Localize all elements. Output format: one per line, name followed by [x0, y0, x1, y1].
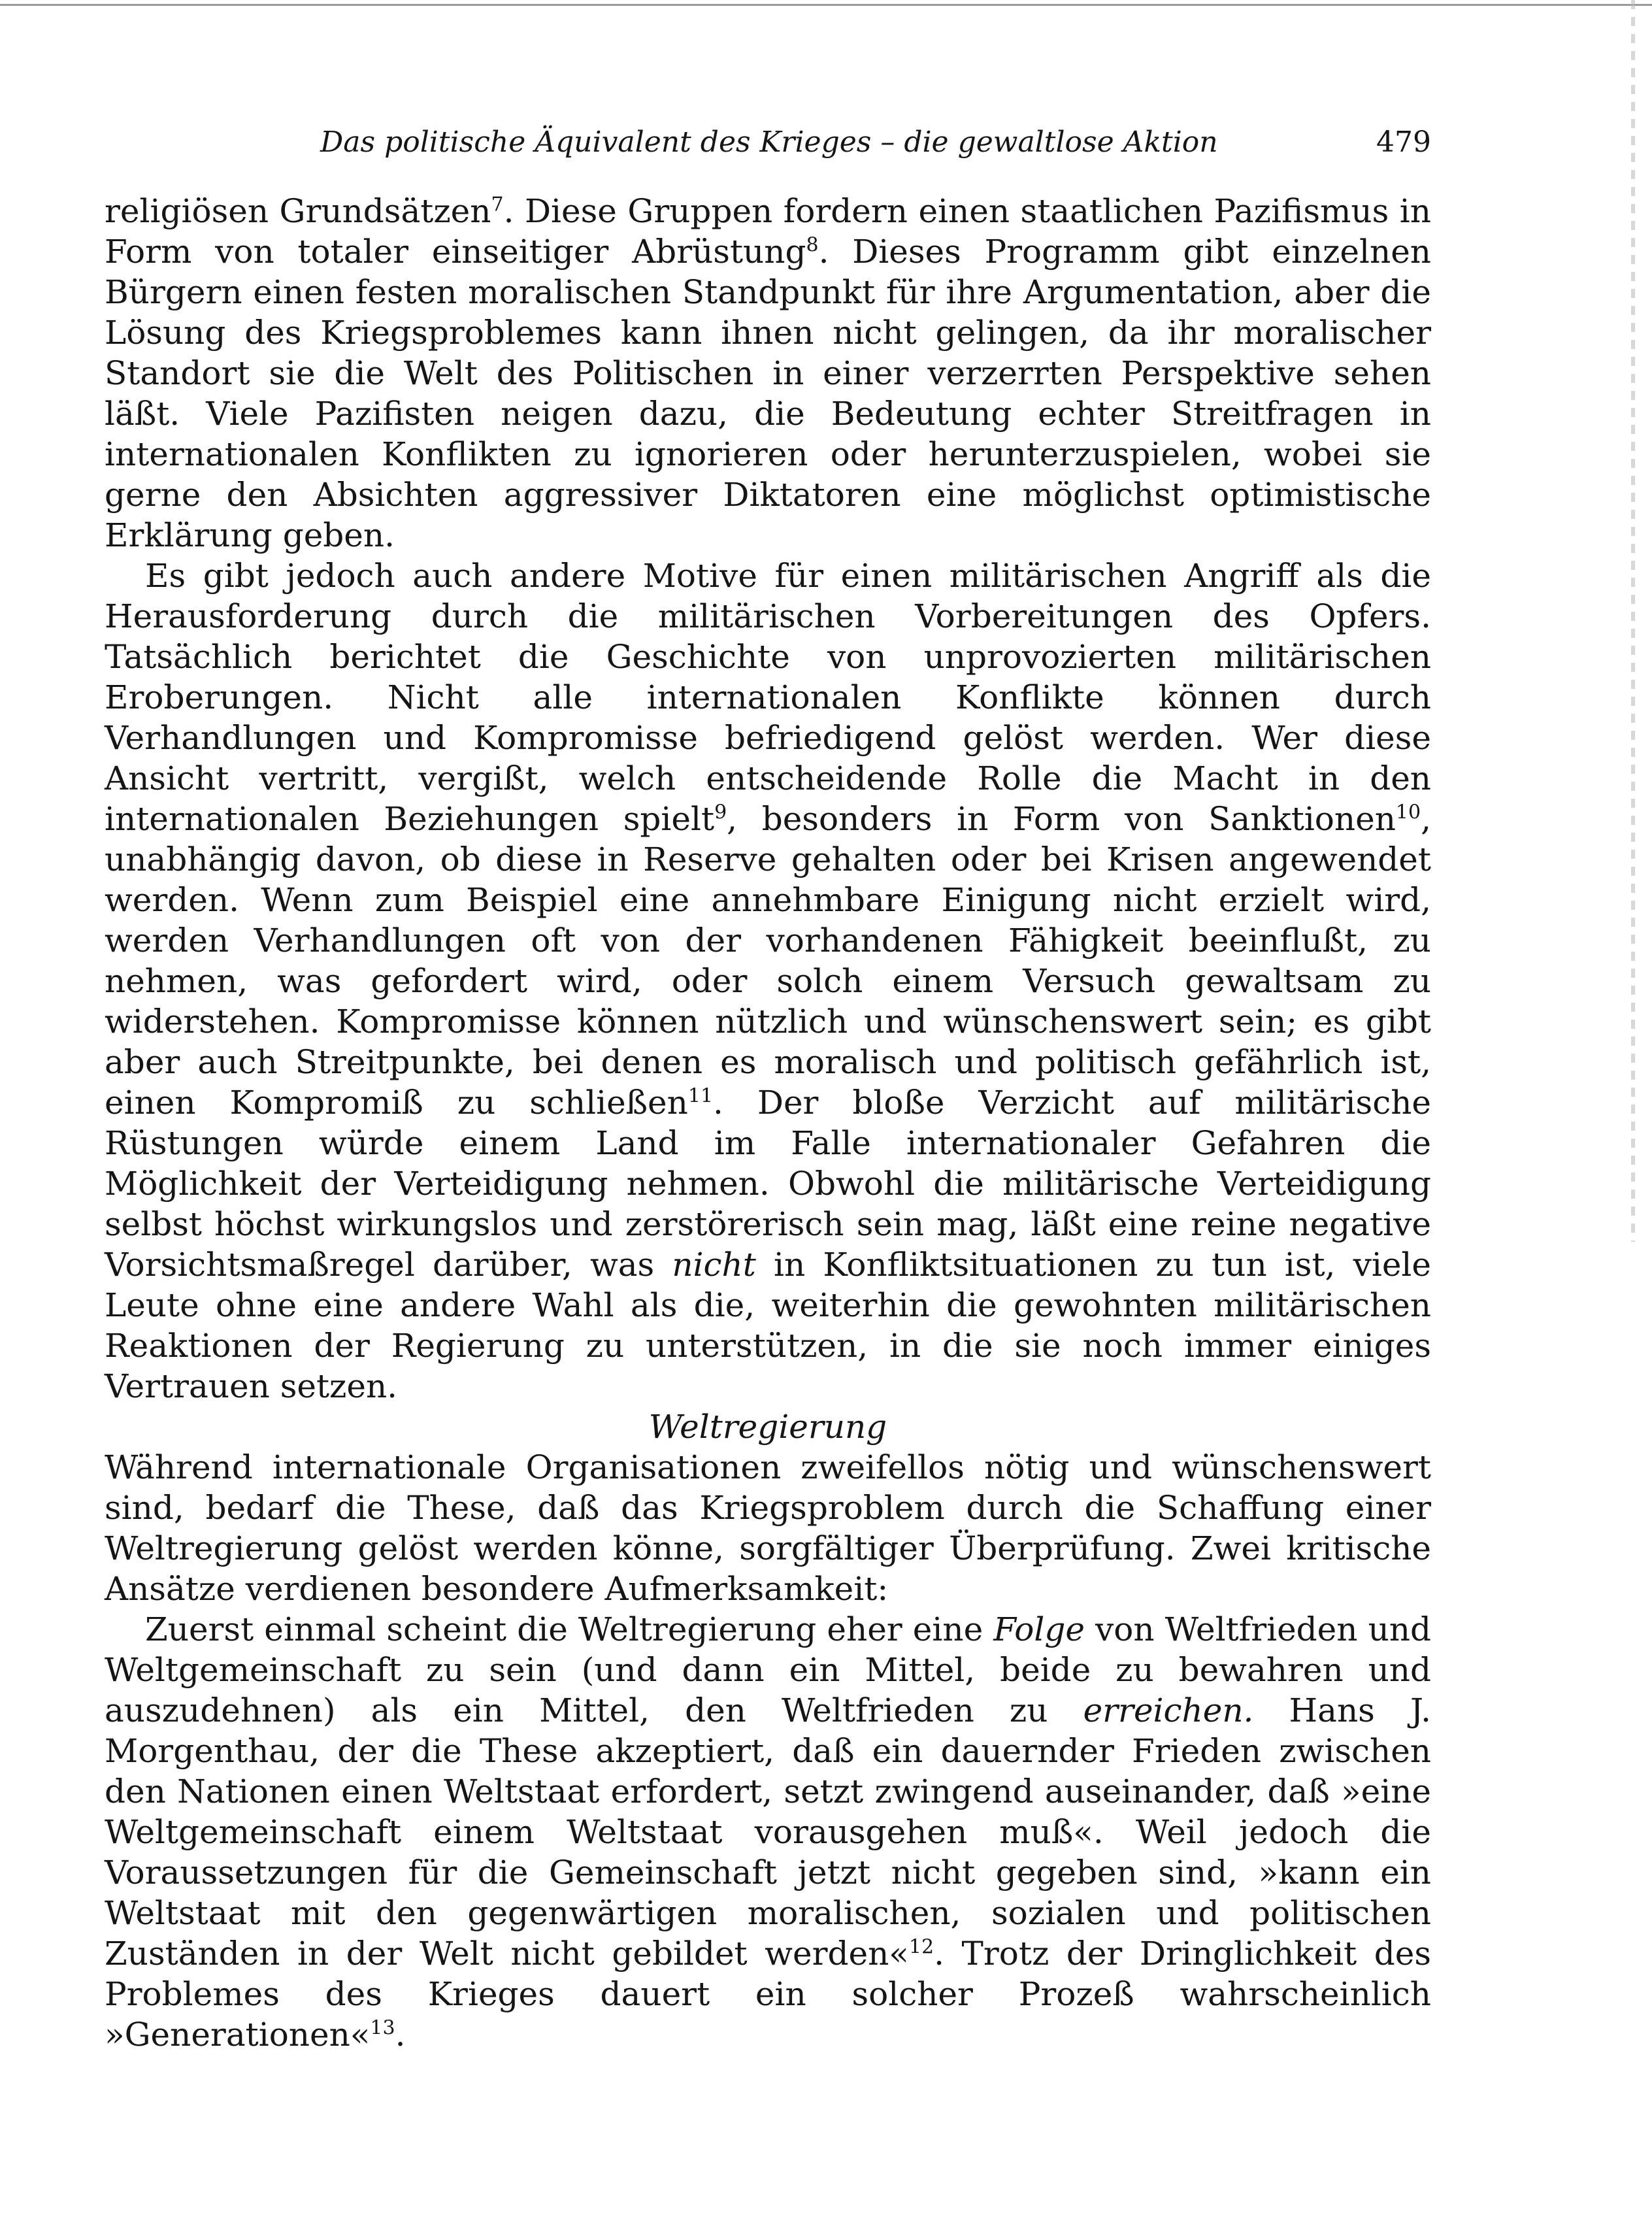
- paragraph-4: [105, 1609, 1431, 2055]
- emphasis: nicht: [672, 1246, 756, 1284]
- text-run: .: [395, 2016, 406, 2054]
- body-text: [105, 191, 1431, 2055]
- footnote-ref-11: 11: [687, 1084, 714, 1108]
- paragraph-3: [105, 1447, 1431, 1609]
- footnote-ref-8: 8: [806, 233, 819, 257]
- scan-right-edge: [1631, 0, 1635, 1242]
- paragraph-1: [105, 191, 1431, 556]
- text-run: . Dieses Programm gibt einzelnen Bürgern einen festen moralischen Standpunkt für ihre Argumentation, aber die Lösung des Kriegsproblemes kann ihnen nicht gelingen, da ihr moralischer Standort sie die Welt des Politischen in einer verzerrten Perspektive sehen läßt. Viele Pazifisten neigen dazu, die Bedeutung echter Streitfragen in internationalen Konflikten zu ignorieren oder herunterzuspielen, wobei sie gerne den Absichten aggressiver Diktatoren eine möglichst optimistische Erklärung geben.: [105, 233, 1431, 554]
- book-page: [105, 0, 1431, 2232]
- footnote-ref-9: 9: [714, 801, 727, 824]
- footnote-ref-12: 12: [908, 1935, 934, 1959]
- text-run: , unabhängig davon, ob diese in Reserve gehalten oder bei Krisen angewendet werden. Wenn zum Beispiel eine annehmbare Einigung nicht erzielt wird, werden Verhandlungen oft von der vorhandenen Fähigkeit beeinflußt, zu nehmen, was gefordert wird, oder solch einem Versuch gewaltsam zu widerstehen. Kompromisse können nützlich und wünschenswert sein; es gibt aber auch Streitpunkte, bei denen es moralisch und politisch gefährlich ist, einen Kompromiß zu schließen: [105, 800, 1431, 1122]
- text-run: . Der bloße Verzicht auf militärische Rüstungen würde einem Land im Falle internationaler Gefahren die Möglichkeit der Verteidigung nehmen. Obwohl die militärische Verteidigung selbst höchst wirkungslos und zerstörerisch sein mag, läßt eine reine negative Vorsichtsmaßregel darüber, was: [105, 1084, 1432, 1284]
- text-run: Während internationale Organisationen zweifellos nötig und wünschenswert sind, bedarf die These, daß das Kriegsproblem durch die Schaffung einer Weltregierung gelöst werden könne, sorgfältiger Überprüfung. Zwei kritische Ansätze verdienen besondere Aufmerksamkeit:: [105, 1448, 1431, 1608]
- running-title: Das politische Äquivalent des Krieges – die gewaltlose Aktion: [320, 125, 1218, 159]
- text-run: Es gibt jedoch auch andere Motive für einen militärischen Angriff als die Herausforderung durch die militärischen Vorbereitungen des Opfers. Tatsächlich berichtet die Geschichte von unprovozierten militärischen Eroberungen. Nicht alle internationalen Konflikte können durch Verhandlungen und Kompromisse befriedigend gelöst werden. Wer diese Ansicht vertritt, vergißt, welch entscheidende Rolle die Macht in den internationalen Beziehungen spielt: [105, 557, 1431, 838]
- footnote-ref-13: 13: [370, 2016, 395, 2040]
- page-number: 479: [1376, 125, 1431, 159]
- emphasis: erreichen.: [1083, 1691, 1254, 1729]
- text-run: von Weltfrieden und Weltgemeinschaft zu sein (und dann ein Mittel, beide zu bewahren und auszudehnen) als ein Mittel, den Weltfrieden zu: [105, 1610, 1431, 1729]
- footnote-ref-7: 7: [491, 193, 504, 216]
- footnote-ref-10: 10: [1395, 801, 1421, 824]
- text-run: religiösen Grundsätzen: [105, 192, 491, 230]
- text-run: Zuerst einmal scheint die Weltregierung eher eine: [145, 1610, 994, 1648]
- section-heading: Weltregierung: [648, 1408, 887, 1446]
- text-run: . Diese Gruppen fordern einen staatlichen Pazifismus in Form von totaler einseitiger Abrüstung: [105, 192, 1431, 271]
- text-run: . Trotz der Dringlichkeit des Problemes des Krieges dauert ein solcher Prozeß wahrscheinlich »Generationen«: [105, 1935, 1432, 2054]
- text-run: Hans J. Morgenthau, der die These akzeptiert, daß ein dauernder Frieden zwischen den Nationen einen Weltstaat erfordert, setzt zwingend auseinander, daß »eine Weltgemeinschaft einem Weltstaat vorausgehen muß«. Weil jedoch die Voraussetzungen für die Gemeinschaft jetzt nicht gegeben sind, »kann ein Weltstaat mit den gegenwärtigen moralischen, sozialen und politischen Zuständen in der Welt nicht gebildet werden«: [105, 1691, 1432, 1973]
- paragraph-2: [105, 556, 1431, 1407]
- text-run: in Konfliktsituationen zu tun ist, viele Leute ohne eine andere Wahl als die, weiterhin die gewohnten militärischen Reaktionen der Regierung zu unterstützen, in die sie noch immer einiges Vertrauen setzen.: [105, 1246, 1431, 1405]
- text-run: , besonders in Form von Sanktionen: [727, 800, 1396, 838]
- emphasis: Folge: [993, 1610, 1085, 1648]
- running-header: [105, 123, 1431, 170]
